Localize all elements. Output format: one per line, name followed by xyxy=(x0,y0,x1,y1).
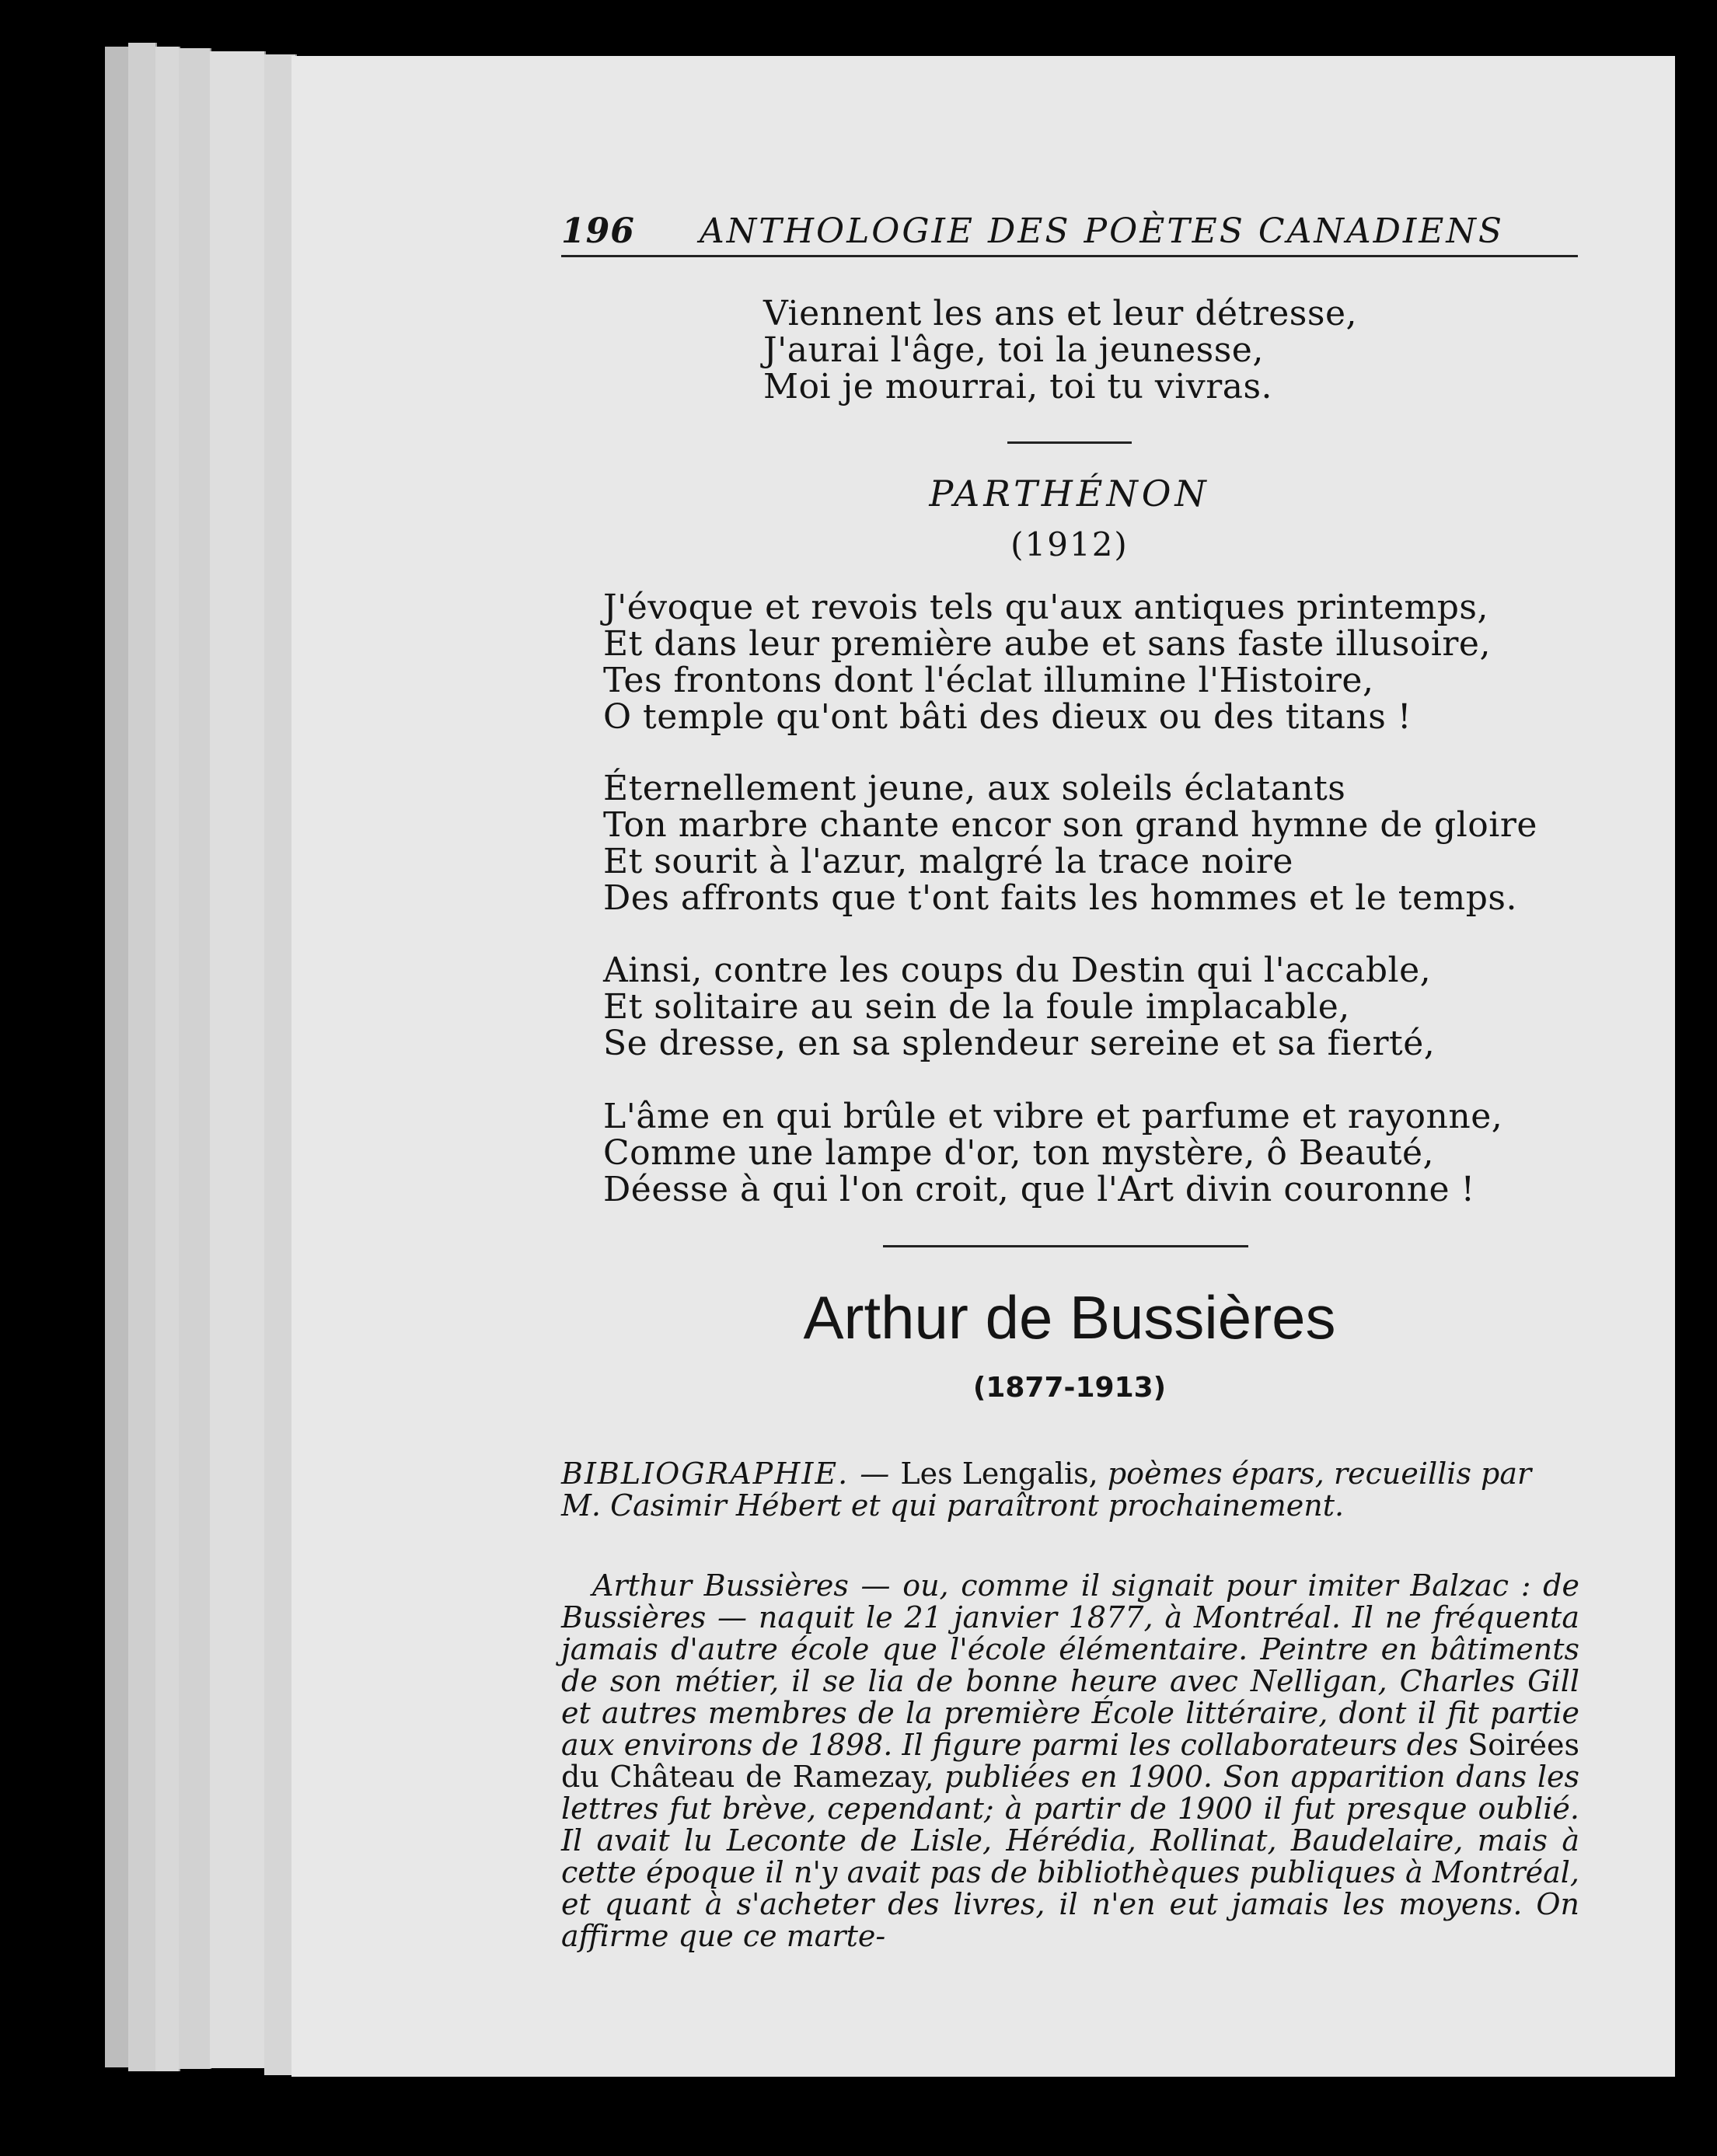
verse-line: Ton marbre chante encor son grand hymne de gloire xyxy=(603,805,1537,845)
page-edge xyxy=(179,48,211,2069)
stanza-3 xyxy=(603,952,1435,1062)
page-number: 196 xyxy=(561,211,635,251)
biography-paragraph xyxy=(561,1570,1579,1952)
section-divider xyxy=(1007,441,1132,444)
verse-line: Et sourit à l'azur, malgré la trace noire xyxy=(603,842,1293,881)
author-name: Arthur de Bussières xyxy=(803,1283,1336,1352)
author-dates: (1877-1913) xyxy=(972,1372,1167,1404)
poem-title: PARTHÉNON xyxy=(929,473,1210,515)
stanza-1 xyxy=(603,589,1491,735)
verse-line: O temple qu'ont bâti des dieux ou des titans ! xyxy=(603,697,1412,737)
biography-work-title: Soirées du Château de Ramezay, xyxy=(561,1728,1579,1794)
running-head xyxy=(561,208,1578,257)
page-edge xyxy=(210,51,266,2068)
verse-line: J'aurai l'âge, toi la jeunesse, xyxy=(763,330,1264,370)
stanza-4 xyxy=(603,1098,1502,1208)
verse-line: L'âme en qui brûle et vibre et parfume et rayonne, xyxy=(603,1097,1503,1136)
verse-line: Éternellement jeune, aux soleils éclatants xyxy=(603,769,1346,808)
bibliography-details: poèmes épars, recueillis par M. Casimir Hébert et qui paraîtront prochainement. xyxy=(561,1457,1532,1523)
page-edge xyxy=(105,47,130,2067)
verse-line: Viennent les ans et leur détresse, xyxy=(763,294,1357,333)
verse-line: Ainsi, contre les coups du Destin qui l'accable, xyxy=(603,951,1432,990)
running-title: ANTHOLOGIE DES POÈTES CANADIENS xyxy=(700,211,1505,251)
verse-line: Moi je mourrai, toi tu vivras. xyxy=(763,367,1273,406)
verse-line: J'évoque et revois tels qu'aux antiques printemps, xyxy=(603,588,1488,627)
page-edge xyxy=(155,47,180,2071)
verse-line: Tes frontons dont l'éclat illumine l'Histoire, xyxy=(603,661,1374,700)
biography-text: publiées en 1900. Son apparition dans les lettres fut brève, cependant; à partir de 1900 il fut presque oublié. Il avait lu Leconte de Lisle, Hérédia, Rollinat, Baudelaire, mais à cette époque il n'y avait pas de bibliothèques publiques à Montréal, et quant à s'acheter des livres, il n'en eut jamais les moyens. On affirme que ce marte- xyxy=(561,1760,1579,1953)
bibliography-label: BIBLIOGRAPHIE. — xyxy=(561,1457,892,1491)
section-divider xyxy=(883,1245,1248,1247)
verse-line: Déesse à qui l'on croit, que l'Art divin couronne ! xyxy=(603,1170,1475,1209)
biography-text: Arthur Bussières — ou, comme il signait pour imiter Balzac : de Bussières — naquit le 21 janvier 1877, à Montréal. Il ne fréquenta jamais d'autre école que l'école élémentaire. Peintre en bâtiments de son métier, il se lia de bonne heure avec Nelligan, Charles Gill et autres membres de la première École littéraire, dont il fit partie aux environs de 1898. Il figure parmi les collaborateurs des xyxy=(561,1568,1579,1762)
verse-line: Se dresse, en sa splendeur sereine et sa fierté, xyxy=(603,1024,1436,1063)
bibliography xyxy=(561,1458,1579,1522)
poem-end-stanza xyxy=(763,295,1357,405)
bibliography-work: Les Lengalis, xyxy=(900,1457,1098,1491)
stanza-2 xyxy=(603,770,1537,916)
verse-line: Des affronts que t'ont faits les hommes et le temps. xyxy=(603,878,1517,918)
poem-year: (1912) xyxy=(1010,525,1129,563)
verse-line: Comme une lampe d'or, ton mystère, ô Beauté, xyxy=(603,1133,1435,1173)
page-edge xyxy=(128,43,157,2071)
verse-line: Et solitaire au sein de la foule implacable, xyxy=(603,987,1350,1027)
verse-line: Et dans leur première aube et sans faste illusoire, xyxy=(603,624,1491,664)
